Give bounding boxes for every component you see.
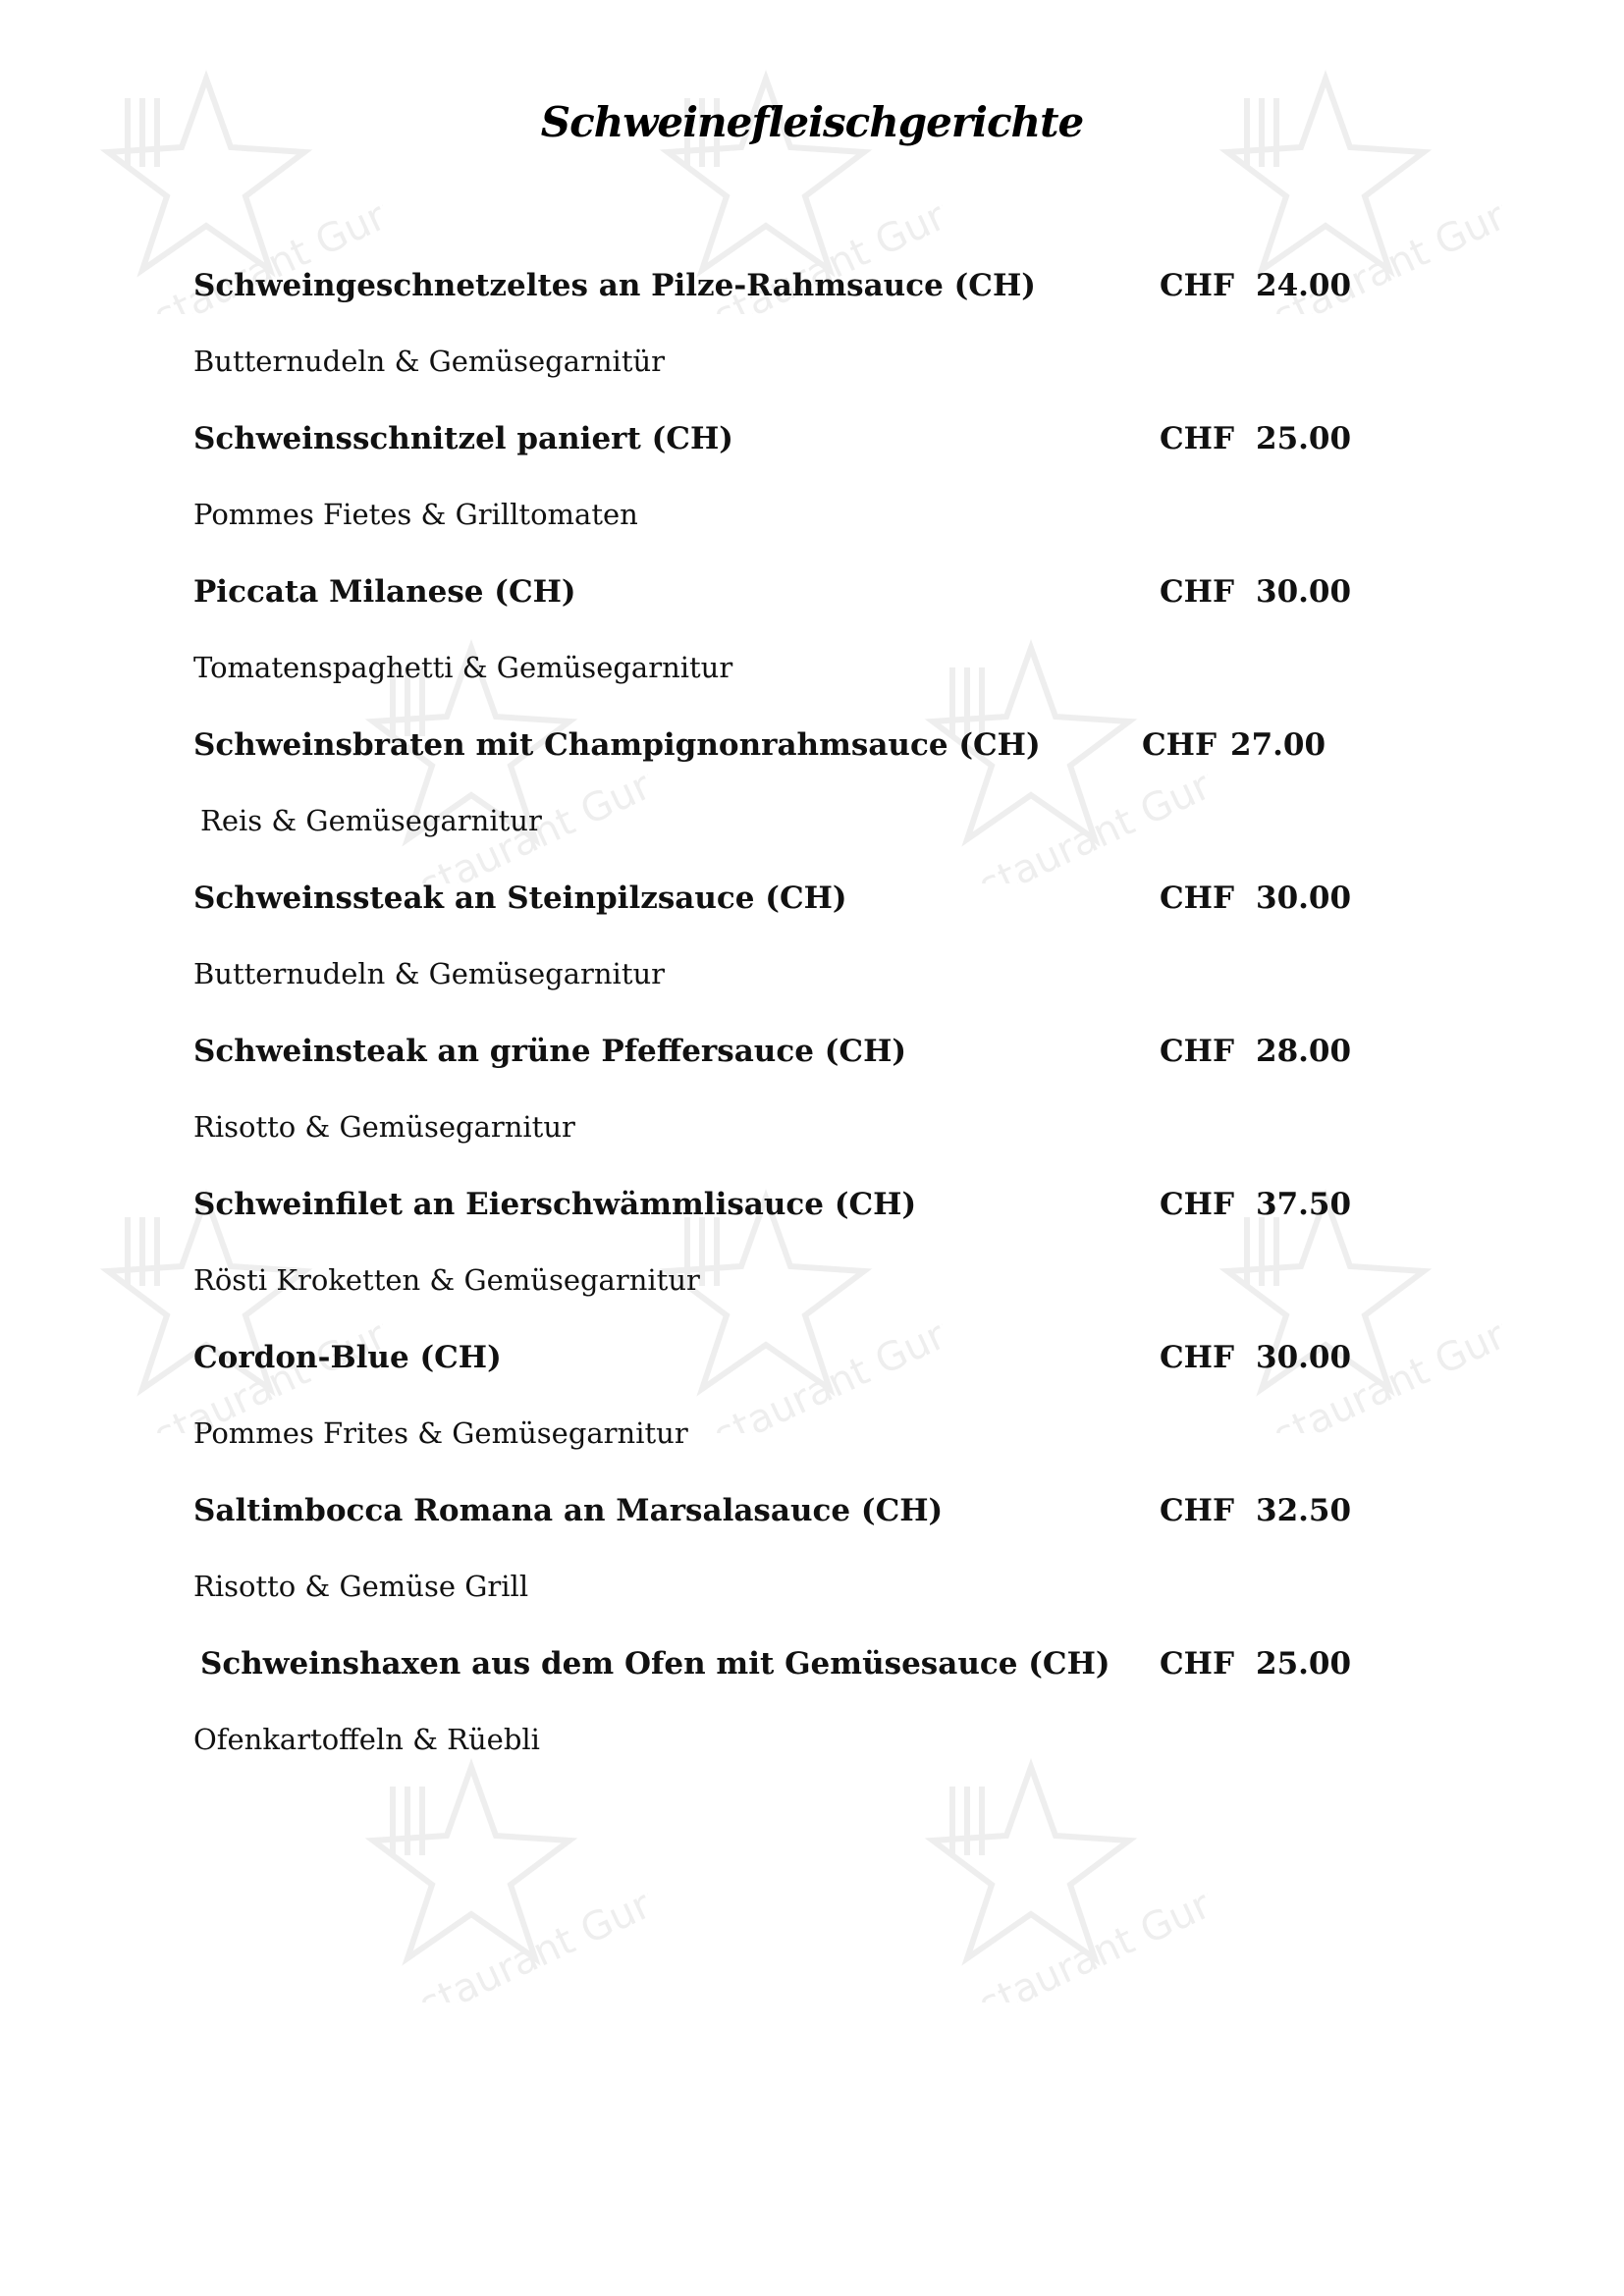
menu-item [193, 1493, 1372, 1570]
menu-item [193, 421, 1372, 498]
menu-item-side [193, 1723, 1372, 1799]
svg-text:Restaurant Guru: Restaurant Guru [662, 183, 943, 314]
dish-price: 30.00 [1256, 1340, 1352, 1375]
side-dish: Butternudeln & Gemüsegarnitür [193, 345, 666, 378]
menu-item [193, 268, 1372, 345]
currency-label: CHF [1160, 574, 1234, 610]
svg-text:Restaurant Guru: Restaurant Guru [102, 183, 383, 314]
menu-item [193, 1646, 1372, 1723]
svg-text:Restaurant Guru: Restaurant Guru [662, 1302, 943, 1433]
dish-price: 30.00 [1256, 574, 1352, 610]
dish-name: Piccata Milanese (CH) [193, 574, 576, 610]
currency-label: CHF [1160, 881, 1234, 916]
currency-label: CHF [1160, 1034, 1234, 1069]
menu-item-side [193, 498, 1372, 574]
currency-label: CHF [1160, 1646, 1234, 1682]
menu-item-side [193, 345, 1372, 421]
menu-item-side [193, 957, 1372, 1034]
menu-item [193, 574, 1372, 651]
side-dish: Butternudeln & Gemüsegarnitur [193, 957, 666, 990]
dish-name: Cordon-Blue (CH) [193, 1340, 502, 1375]
side-dish: Risotto & Gemüse Grill [193, 1570, 529, 1603]
currency-label: CHF [1160, 1340, 1234, 1375]
currency-label: CHF [1160, 1493, 1234, 1528]
dish-price: 25.00 [1256, 421, 1352, 456]
menu-item [193, 1340, 1372, 1416]
svg-text:Restaurant Guru: Restaurant Guru [367, 1871, 648, 2002]
menu-item [193, 1034, 1372, 1110]
svg-text:Restaurant Guru: Restaurant Guru [927, 752, 1208, 883]
dish-price: 27.00 [1230, 727, 1326, 763]
dish-name: Schweinsschnitzel paniert (CH) [193, 421, 733, 456]
menu-item-side [193, 1110, 1372, 1187]
dish-price: 28.00 [1256, 1034, 1352, 1069]
side-dish: Tomatenspaghetti & Gemüsegarnitur [193, 651, 733, 684]
dish-price: 37.50 [1256, 1187, 1352, 1222]
dish-price: 25.00 [1256, 1646, 1352, 1682]
menu-item-side [193, 651, 1372, 727]
svg-text:Restaurant Guru: Restaurant Guru [367, 752, 648, 883]
page-title: Schweinefleischgerichte [540, 98, 1084, 146]
dish-price: 24.00 [1256, 268, 1352, 303]
side-dish: Pommes Fietes & Grilltomaten [193, 498, 638, 531]
side-dish: Rösti Kroketten & Gemüsegarnitur [193, 1263, 700, 1297]
menu-item-side [193, 1416, 1372, 1493]
menu-item [193, 881, 1372, 957]
dish-name: Saltimbocca Romana an Marsalasauce (CH) [193, 1493, 944, 1528]
dish-name: Schweinssteak an Steinpilzsauce (CH) [193, 881, 847, 916]
menu-list [193, 268, 1372, 1799]
side-dish: Reis & Gemüsegarnitur [200, 804, 542, 837]
currency-label: CHF [1160, 268, 1234, 303]
svg-text:Restaurant Guru: Restaurant Guru [1221, 183, 1502, 314]
currency-label: CHF [1142, 727, 1217, 763]
side-dish: Pommes Frites & Gemüsegarnitur [193, 1416, 688, 1450]
svg-text:Restaurant Guru: Restaurant Guru [927, 1871, 1208, 2002]
side-dish: Risotto & Gemüsegarnitur [193, 1110, 575, 1144]
menu-item [193, 727, 1372, 804]
dish-name: Schweinsteak an grüne Pfeffersauce (CH) [193, 1034, 907, 1069]
dish-name: Schweinshaxen aus dem Ofen mit Gemüsesauce (CH) [200, 1646, 1110, 1682]
currency-label: CHF [1160, 421, 1234, 456]
side-dish: Ofenkartoffeln & Rüebli [193, 1723, 540, 1756]
svg-text:Restaurant Guru: Restaurant Guru [1221, 1302, 1502, 1433]
dish-price: 32.50 [1256, 1493, 1352, 1528]
menu-item-side [193, 1570, 1372, 1646]
menu-item-side [193, 1263, 1372, 1340]
dish-name: Schweingeschnetzeltes an Pilze-Rahmsauce (CH) [193, 268, 1036, 303]
menu-item-side [193, 804, 1372, 881]
menu-item [193, 1187, 1372, 1263]
dish-price: 30.00 [1256, 881, 1352, 916]
dish-name: Schweinsbraten mit Champignonrahmsauce (CH) [193, 727, 1041, 763]
svg-text:Restaurant Guru: Restaurant Guru [102, 1302, 383, 1433]
currency-label: CHF [1160, 1187, 1234, 1222]
dish-name: Schweinfilet an Eierschwämmlisauce (CH) [193, 1187, 917, 1222]
